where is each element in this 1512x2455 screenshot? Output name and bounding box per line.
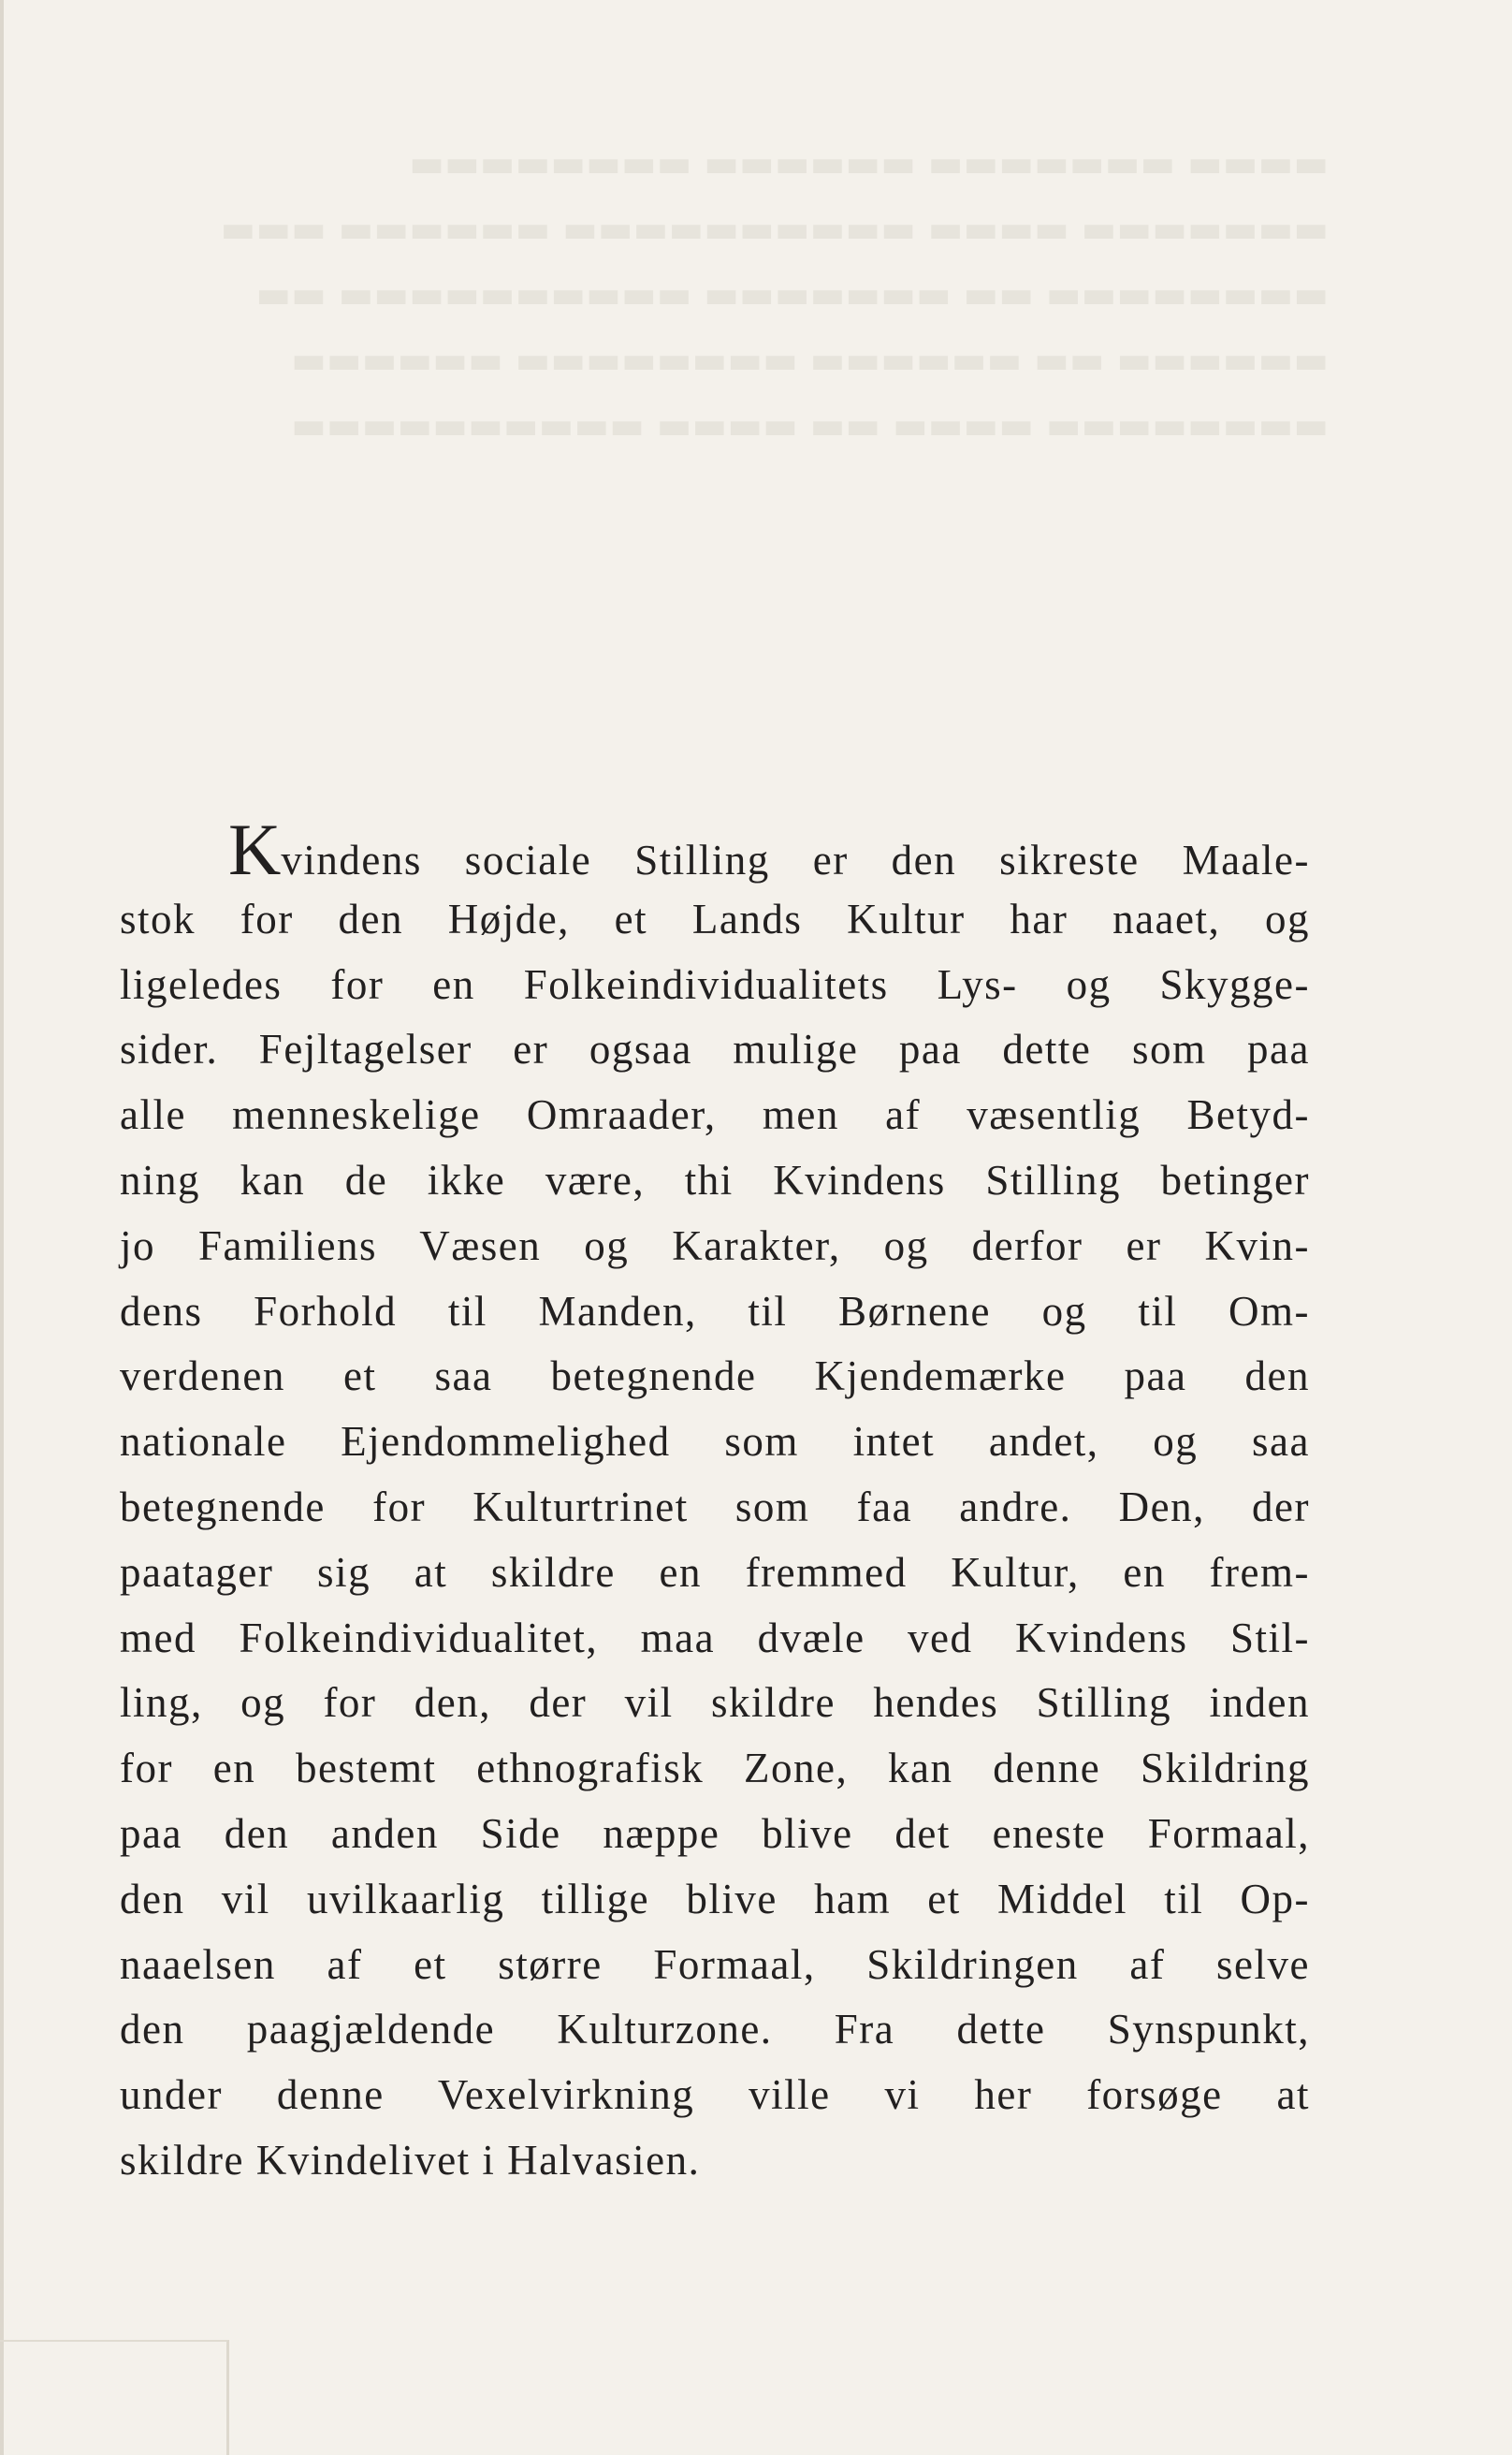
text-line: paatager sig at skildre en fremmed Kultur, en frem- [120, 1548, 1310, 1596]
text-line: betegnende for Kulturtrinet som faa andre. Den, der [120, 1483, 1310, 1530]
text-line: den paagjældende Kulturzone. Fra dette Synspunkt, [120, 2006, 1310, 2053]
text-line: naaelsen af et større Formaal, Skildringen af selve [120, 1940, 1310, 1988]
text-line: den vil uvilkaarlig tillige blive ham et Middel til Op- [120, 1875, 1310, 1922]
text-line: sider. Fejltagelser er ogsaa mulige paa dette som paa [120, 1026, 1310, 1074]
text-line-last: skildre Kvindelivet i Halvasien. [120, 2136, 701, 2184]
text-line: verdenen et saa betegnende Kjendemærke paa den [120, 1352, 1310, 1400]
text-line: med Folkeindividualitet, maa dvæle ved Kvindens Stil- [120, 1614, 1310, 1661]
text-line: paa den anden Side næppe blive det eneste Formaal, [120, 1809, 1310, 1857]
page-edge [0, 0, 4, 2455]
first-line-text: vindens sociale Stilling er den sikreste Maale- [281, 837, 1310, 884]
text-line: ning kan de ikke være, thi Kvindens Stilling betinger [120, 1156, 1310, 1204]
text-line: alle menneskelige Omraader, men af væsentlig Betyd- [120, 1091, 1310, 1139]
text-line: nationale Ejendommelighed som intet andet, og saa [120, 1418, 1310, 1466]
text-line: ling, og for den, der vil skildre hendes Stilling inden [120, 1679, 1310, 1727]
text-line: dens Forhold til Manden, til Børnene og til Om- [120, 1287, 1310, 1335]
body-text [120, 809, 1310, 2194]
text-line-1 [120, 809, 1310, 890]
drop-cap: K [228, 809, 282, 890]
show-through-from-reverse: ▬▬▬▬ ▬▬▬▬▬▬▬ ▬▬▬▬▬▬ ▬▬▬▬▬▬▬▬ ▬▬▬▬▬▬▬ ▬▬▬▬ ▬▬▬▬▬▬▬▬▬▬ ▬▬▬▬▬▬ ▬▬▬ ▬▬▬▬▬▬▬▬ ▬▬ ▬▬▬▬▬▬▬ ▬▬▬▬▬▬▬▬▬▬ ▬▬ ▬▬▬▬▬▬ ▬▬ ▬▬▬▬▬▬ ▬▬▬▬▬▬▬▬ ▬▬▬▬▬▬ ▬▬▬▬▬▬▬▬ ▬▬▬▬ ▬▬ ▬▬▬▬ ▬▬▬▬▬▬▬▬▬▬ [220, 142, 1329, 447]
text-line: stok for den Højde, et Lands Kultur har naaet, og [120, 895, 1310, 943]
text-line: jo Familiens Væsen og Karakter, og derfor er Kvin- [120, 1221, 1310, 1269]
text-line: ligeledes for en Folkeindividualitets Lys- og Skygge- [120, 960, 1310, 1008]
scan-frame-mark [0, 2340, 229, 2455]
text-line: for en bestemt ethnografisk Zone, kan denne Skildring [120, 1745, 1310, 1792]
text-line: under denne Vexelvirkning ville vi her forsøge at [120, 2071, 1310, 2119]
